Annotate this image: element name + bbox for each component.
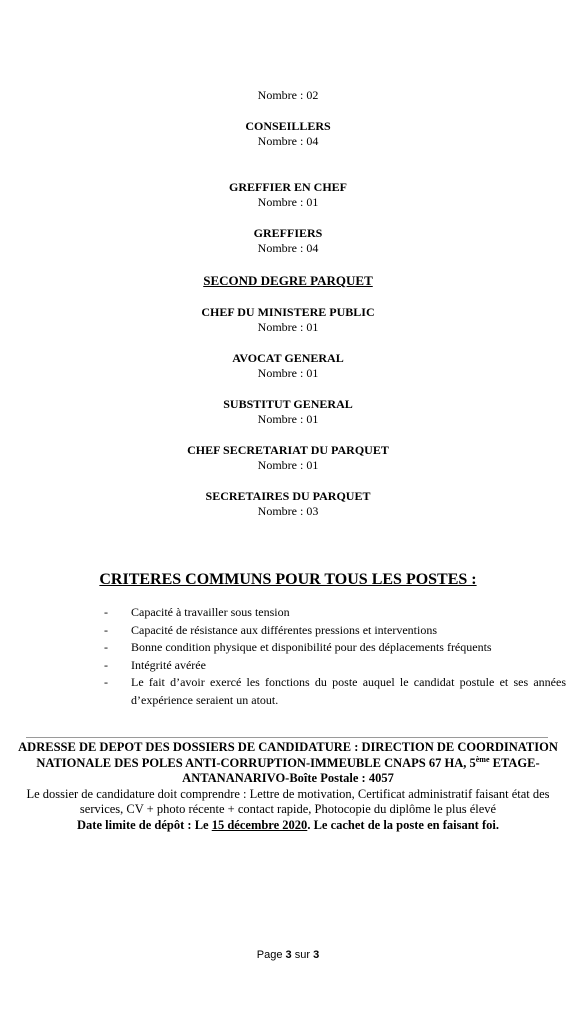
list-item	[104, 674, 566, 709]
position-title: CHEF SECRETARIAT DU PARQUET	[187, 443, 389, 457]
position-title: GREFFIER EN CHEF	[228, 180, 347, 194]
position-count: Nombre : 01	[257, 458, 319, 472]
current-page: 3	[285, 949, 292, 961]
list-item	[104, 622, 566, 640]
position-title: GREFFIERS	[253, 226, 323, 240]
address-block	[12, 740, 564, 833]
dossier-requirements: Le dossier de candidature doit comprendre : Lettre de motivation, Certificat administratif faisant état des services, CV + photo récente + contact rapide, Photocopie du diplôme le plus élevé	[26, 786, 550, 816]
criteria-text: Intégrité avérée	[131, 657, 206, 672]
bullet-dash: -	[104, 640, 108, 654]
bullet-dash: -	[104, 605, 108, 619]
position-count: Nombre : 01	[257, 320, 319, 334]
criteria-text: Capacité de résistance aux différentes pressions et interventions	[131, 622, 438, 637]
position-count: Nombre : 02	[257, 88, 319, 102]
position-count: Nombre : 01	[257, 195, 319, 209]
position-title: CONSEILLERS	[245, 119, 331, 133]
position-title: SECRETAIRES DU PARQUET	[205, 489, 371, 503]
deadline: Date limite de dépôt : Le 15 décembre 2020. Le cachet de la poste en faisant foi.	[77, 817, 499, 832]
list-item	[104, 657, 566, 675]
deadline-date: 15 décembre 2020	[211, 817, 308, 832]
position-count: Nombre : 01	[257, 412, 319, 426]
bullet-dash: -	[104, 622, 108, 637]
bullet-dash: -	[104, 657, 108, 672]
criteria-text: Le fait d’avoir exercé les fonctions du poste auquel le candidat postule et ses années d’expérience seraient un atout.	[131, 675, 566, 707]
criteria-heading: CRITERES COMMUNS POUR TOUS LES POSTES :	[99, 571, 477, 588]
list-item	[104, 639, 566, 657]
position-title: CHEF DU MINISTERE PUBLIC	[201, 305, 375, 319]
position-title: AVOCAT GENERAL	[232, 351, 344, 365]
section-heading: SECOND DEGRE PARQUET	[203, 273, 373, 288]
criteria-list	[104, 604, 566, 709]
criteria-text: Bonne condition physique et disponibilité pour des déplacements fréquents	[131, 640, 492, 654]
bullet-dash: -	[104, 675, 108, 689]
deposit-address: ADRESSE DE DEPOT DES DOSSIERS DE CANDIDATURE : DIRECTION DE COORDINATION NATIONALE DES POLES ANTI-CORRUPTION-IMMEUBLE CNAPS 67 HA, 5ème ETAGE-ANTANANARIVO-Boîte Postale : 4057	[18, 740, 558, 785]
position-count: Nombre : 01	[257, 366, 319, 380]
total-pages: 3	[313, 949, 320, 961]
position-count: Nombre : 04	[257, 241, 319, 255]
page-footer: Page 3 sur 3	[256, 949, 320, 961]
criteria-text: Capacité à travailler sous tension	[131, 605, 290, 619]
position-count: Nombre : 03	[257, 504, 319, 518]
position-count: Nombre : 04	[257, 134, 319, 148]
position-title: SUBSTITUT GENERAL	[223, 397, 353, 411]
list-item	[104, 604, 566, 622]
divider	[26, 737, 548, 738]
